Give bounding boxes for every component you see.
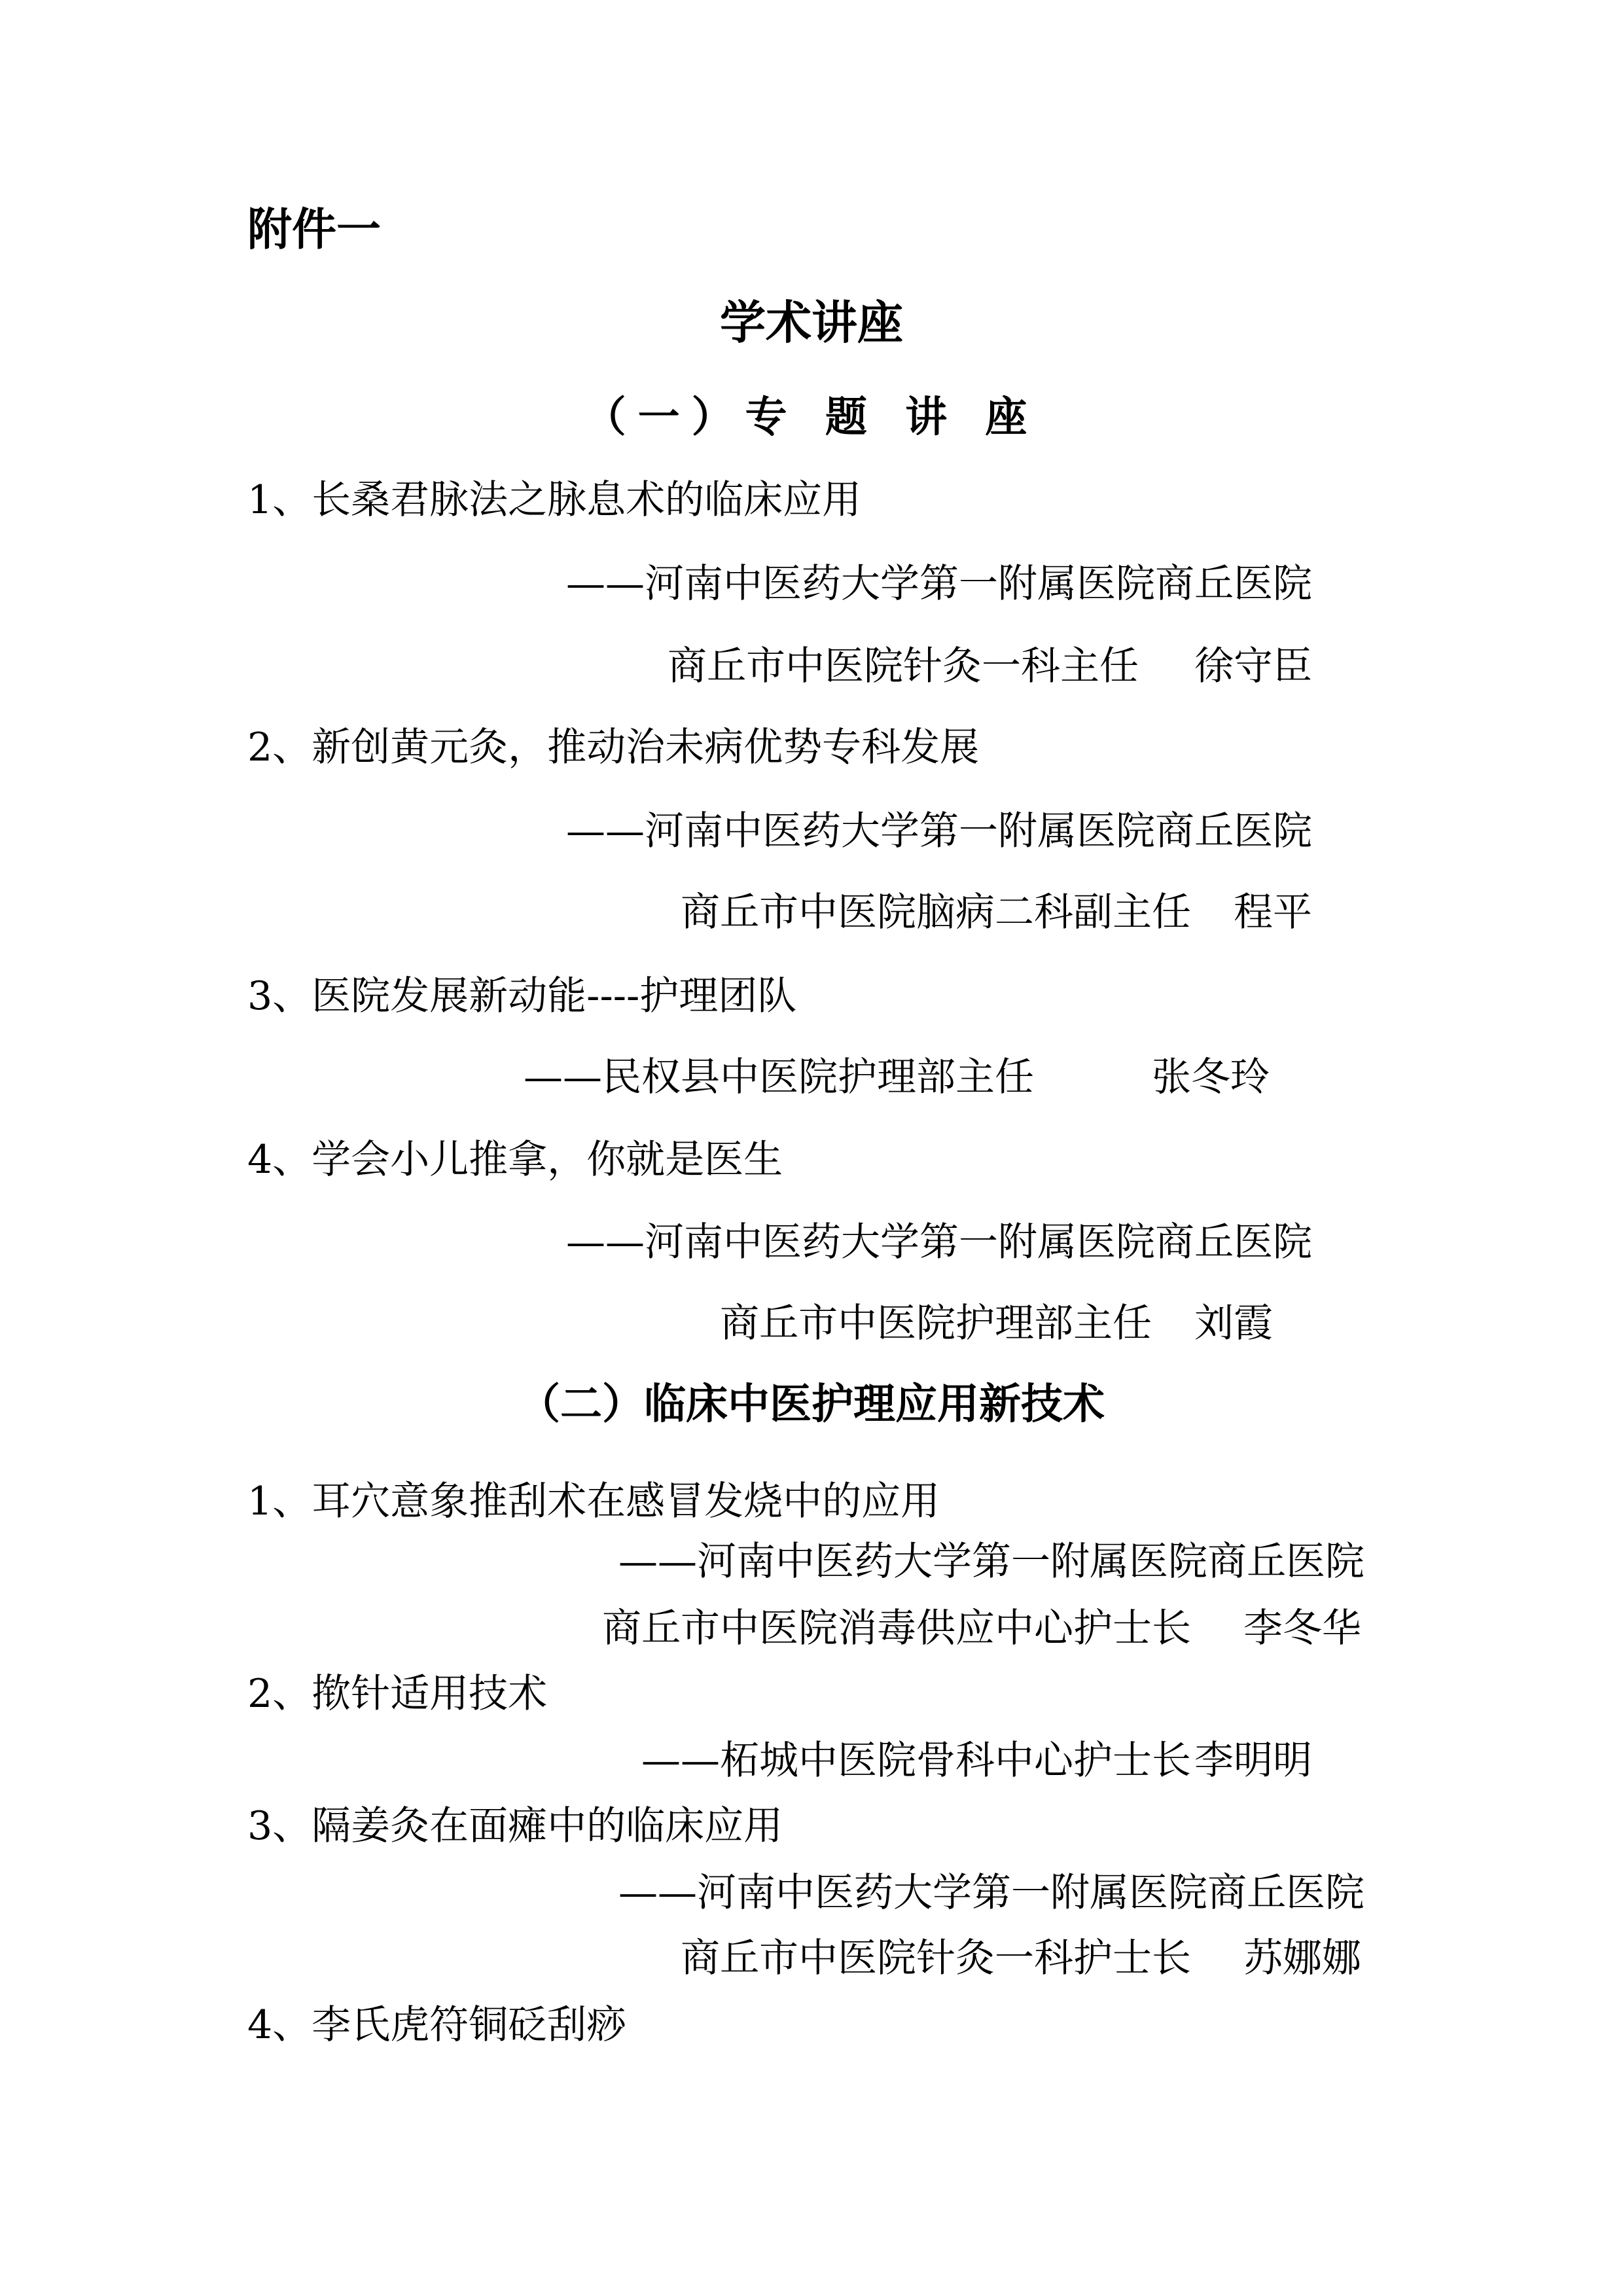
- lecture-position: 商丘市中医院护理部主任: [720, 1300, 1152, 1346]
- technique-speaker: 李明明: [1194, 1738, 1312, 1784]
- section-2-heading: （二）临床中医护理应用新技术: [518, 1380, 1105, 1429]
- lecture-title: 3、医院发展新动能----护理团队: [247, 973, 797, 1019]
- lecture-title: 1、长桑君脉法之脉息术的临床应用: [247, 477, 862, 523]
- technique-affiliation: ——河南中医药大学第一附属医院商丘医院: [618, 1539, 1364, 1585]
- lecture-speaker: 刘霞: [1194, 1300, 1273, 1346]
- technique-position: 商丘市中医院针灸一科护士长: [681, 1935, 1191, 1981]
- lecture-title: 2、新创黄元灸，推动治未病优势专科发展: [247, 725, 980, 770]
- lecture-affiliation: ——河南中医药大学第一附属医院商丘医院: [566, 808, 1312, 854]
- lecture-affiliation: ——河南中医药大学第一附属医院商丘医院: [566, 1219, 1312, 1265]
- technique-speaker: 李冬华: [1243, 1605, 1361, 1651]
- lecture-position: 商丘市中医院脑病二科副主任: [681, 889, 1191, 935]
- technique-affiliation: ——柘城中医院骨科中心护士长: [641, 1738, 1191, 1784]
- technique-affiliation: ——河南中医药大学第一附属医院商丘医院: [618, 1870, 1364, 1916]
- technique-title: 1、耳穴意象推刮术在感冒发烧中的应用: [247, 1479, 940, 1524]
- lecture-affiliation: ——河南中医药大学第一附属医院商丘医院: [566, 561, 1312, 607]
- technique-title: 3、隔姜灸在面瘫中的临床应用: [247, 1803, 783, 1849]
- lecture-affiliation: ——民权县中医院护理部主任: [524, 1054, 1034, 1100]
- attachment-label: 附件一: [247, 204, 382, 256]
- lecture-speaker: 程平: [1234, 889, 1312, 935]
- technique-title: 2、揿针适用技术: [247, 1671, 548, 1717]
- document-title: 学术讲座: [720, 296, 903, 350]
- technique-title: 4、李氏虎符铜砭刮痧: [247, 2002, 626, 2048]
- lecture-speaker: 徐守臣: [1194, 643, 1312, 689]
- technique-position: 商丘市中医院消毒供应中心护士长: [602, 1605, 1191, 1651]
- lecture-position: 商丘市中医院针灸一科主任: [668, 643, 1139, 689]
- section-1-heading: （一）专 题 讲 座: [584, 393, 1039, 442]
- lecture-title: 4、学会小儿推拿，你就是医生: [247, 1137, 783, 1183]
- lecture-speaker: 张冬玲: [1152, 1054, 1270, 1100]
- technique-speaker: 苏娜娜: [1243, 1935, 1361, 1981]
